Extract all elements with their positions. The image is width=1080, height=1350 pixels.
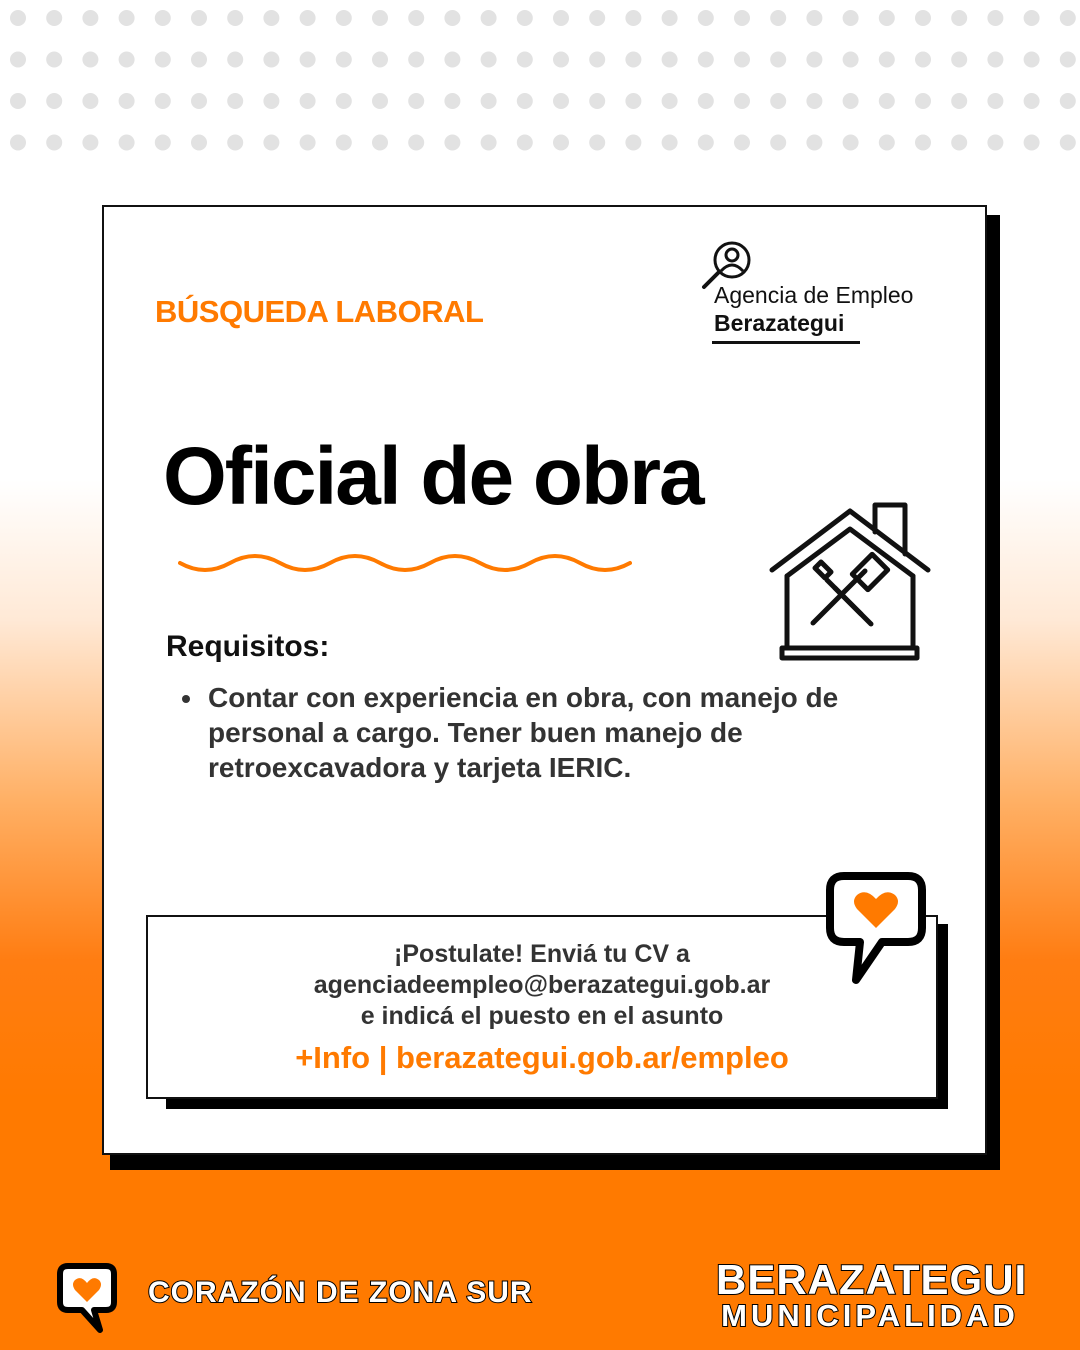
wave-divider [178,545,632,581]
pattern-dot [662,135,678,151]
pattern-dot [227,52,243,68]
pattern-dot [843,10,859,26]
pattern-dot [481,10,497,26]
requirements-list [178,680,908,785]
pattern-dot [46,52,62,68]
pattern-dot [444,52,460,68]
pattern-dot [625,93,641,109]
pattern-dot [879,10,895,26]
pattern-dot [263,93,279,109]
pattern-dot [770,93,786,109]
pattern-dot [553,135,569,151]
pattern-dot [589,10,605,26]
pattern-dot [191,135,207,151]
pattern-dot [951,10,967,26]
pattern-dot [1024,93,1040,109]
pattern-dot [553,93,569,109]
agency-logo [700,240,960,350]
pattern-dot [589,52,605,68]
pattern-dot [698,135,714,151]
pattern-dot [625,52,641,68]
footer-slogan: CORAZÓN DE ZONA SUR [148,1276,533,1309]
pattern-dot [82,93,98,109]
pattern-dot [1060,93,1076,109]
pattern-dot [46,135,62,151]
pattern-dot [770,135,786,151]
job-title: Oficial de obra [163,431,703,522]
apply-box [146,915,938,1099]
pattern-dot [10,10,26,26]
pattern-dot [698,93,714,109]
pattern-dot [806,10,822,26]
pattern-dot [879,52,895,68]
pattern-dot [119,52,135,68]
pattern-dot [987,10,1003,26]
pattern-dot [481,93,497,109]
pattern-dot [372,10,388,26]
pattern-dot [915,93,931,109]
pattern-dot [987,52,1003,68]
pattern-dot [191,52,207,68]
pattern-dot [155,135,171,151]
footer-heart-bubble-icon [56,1262,118,1334]
pattern-dot [843,93,859,109]
pattern-dot [987,93,1003,109]
pattern-dot [444,93,460,109]
agency-name: Agencia de Empleo [714,282,914,308]
pattern-dot [119,135,135,151]
pattern-dot [662,93,678,109]
pattern-dot [82,135,98,151]
pattern-dot [372,52,388,68]
pattern-dot [698,10,714,26]
pattern-dot [191,10,207,26]
pattern-dot [227,135,243,151]
pattern-dot [336,52,352,68]
pattern-dot [951,52,967,68]
pattern-dot [770,52,786,68]
pattern-dot [517,52,533,68]
agency-underline [712,341,860,344]
pattern-dot [662,10,678,26]
requirement-item: Contar con experiencia en obra, con manejo de personal a cargo. Tener buen manejo de retroexcavadora y tarjeta IERIC. [178,680,908,785]
pattern-dot [734,93,750,109]
job-search-kicker: BÚSQUEDA LABORAL [155,294,484,329]
apply-email[interactable]: agenciadeempleo@berazategui.gob.ar [313,971,771,999]
pattern-dot [517,135,533,151]
pattern-dot [481,135,497,151]
pattern-dot [734,135,750,151]
pattern-dot [698,52,714,68]
apply-subject-note: e indicá el puesto en el asunto [360,1002,724,1030]
pattern-dot [517,93,533,109]
pattern-dot [263,135,279,151]
pattern-dot [879,93,895,109]
pattern-dot [46,93,62,109]
pattern-dot [734,52,750,68]
pattern-dot [915,10,931,26]
pattern-dot [951,135,967,151]
house-tools-icon [765,498,935,666]
pattern-dot [155,10,171,26]
pattern-dot [1060,52,1076,68]
municipality-label: MUNICIPALIDAD [721,1298,1019,1333]
pattern-dot [625,135,641,151]
pattern-dot [372,93,388,109]
apply-cta: ¡Postulate! Enviá tu CV a [394,940,690,968]
pattern-dot [1024,135,1040,151]
pattern-dot [408,135,424,151]
pattern-dot [517,10,533,26]
pattern-dot [987,135,1003,151]
requirements-title: Requisitos: [166,630,330,663]
pattern-dot [589,135,605,151]
pattern-dot [553,10,569,26]
pattern-dot [408,10,424,26]
pattern-dot [336,10,352,26]
pattern-dot [336,135,352,151]
pattern-dot [263,10,279,26]
pattern-dot [806,52,822,68]
pattern-dot [191,93,207,109]
pattern-dot [915,52,931,68]
pattern-dot [82,52,98,68]
pattern-dot [734,10,750,26]
pattern-dot [46,10,62,26]
pattern-dot [82,10,98,26]
municipality-name: BERAZATEGUI [716,1256,1028,1303]
pattern-dot [155,93,171,109]
pattern-dot [481,52,497,68]
pattern-dot [951,93,967,109]
pattern-dot [227,10,243,26]
pattern-dot [227,93,243,109]
pattern-dot [444,10,460,26]
pattern-dot [444,135,460,151]
pattern-dot [806,135,822,151]
pattern-dot [589,93,605,109]
pattern-dot [408,52,424,68]
pattern-dot [770,10,786,26]
pattern-dot [1060,10,1076,26]
pattern-dot [300,10,316,26]
pattern-dot [263,52,279,68]
pattern-dot [119,10,135,26]
pattern-dot [662,52,678,68]
pattern-dot [300,135,316,151]
pattern-dot [10,52,26,68]
pattern-dot [10,93,26,109]
pattern-dot [119,93,135,109]
pattern-dot [806,93,822,109]
pattern-dot [1024,52,1040,68]
pattern-dot [155,52,171,68]
pattern-dot [1024,10,1040,26]
heart-speech-bubble-icon [826,870,926,988]
pattern-dot [843,135,859,151]
pattern-dot [915,135,931,151]
pattern-dot [625,10,641,26]
pattern-dot [10,135,26,151]
pattern-dot [1060,135,1076,151]
pattern-dot [300,93,316,109]
pattern-dot [408,93,424,109]
pattern-dot [300,52,316,68]
pattern-dot [879,135,895,151]
dot-pattern [0,0,1080,170]
info-link[interactable]: +Info | berazategui.gob.ar/empleo [295,1040,789,1075]
pattern-dot [336,93,352,109]
pattern-dot [372,135,388,151]
agency-city: Berazategui [714,310,845,336]
pattern-dot [843,52,859,68]
pattern-dot [553,52,569,68]
